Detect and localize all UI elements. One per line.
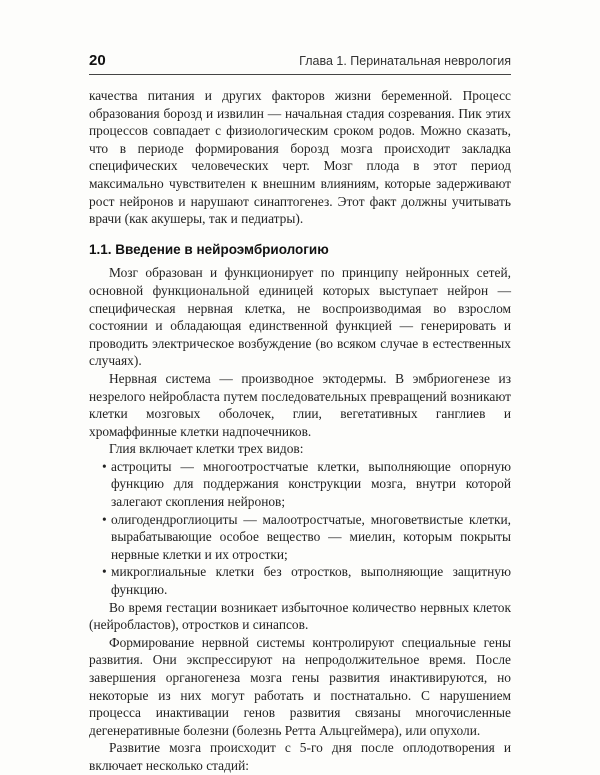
bullet-icon: • [102, 511, 107, 527]
paragraph-continued: качества питания и других факторов жизни беременной. Процесс образования борозд и извилин — начальная стадия созревания. Пик этих процессов совпадает с физиологическим сроком родов. Можно сказать, что в периоде формирования борозд мозга происходит закладка специфических человеческих черт. Мозг плода в этот период максимально чувствителен к внешним влияниям, которые задерживают рост нейронов и нарушают синаптогенез. Этот факт должны учитывать врачи (как акушеры, так и педиатры). [89, 88, 511, 227]
paragraph-ectoderm: Нервная система — производное эктодермы. В эмбриогенезе из незрелого нейробласта путем последовательных превращений возникают клетки мозговых оболочек, глии, вегетативных ганглиев и хромаффинные клетки надпочечников. [89, 370, 511, 439]
running-header [89, 52, 511, 69]
chapter-title: Глава 1. Перинатальная неврология [299, 54, 511, 68]
header-rule [89, 74, 511, 75]
list-item-text: олигодендроглиоциты — малоотростчатые, многоветвистые клетки, вырабатывающие особое вещество — миелин, которым покрыты нервные клетки и их отростки; [111, 511, 511, 562]
bullet-icon: • [102, 458, 107, 474]
paragraph-neuron: Мозг образован и функционирует по принципу нейронных сетей, основной функциональной единицей которых выступает нейрон — специфическая нервная клетка, не воспроизводимая во взрослом состоянии и обладающая единственной функцией — генерировать и проводить электрическое возбуждение (во всяком случае в естественных случаях). [89, 265, 511, 369]
bullet-icon: • [102, 564, 107, 580]
paragraph-glia-intro: Глия включает клетки трех видов: [109, 441, 304, 457]
paragraph-genes: Формирование нервной системы контролируют специальные гены развития. Они экспрессируют на непродолжительное время. После завершения органогенеза мозга гены развития инактивируются, но некоторые из них могут работать и постнатально. С нарушением процесса инактивации генов развития связаны многочисленные дегенеративные болезни (болезнь Ретта Альцгеймера), или опухоли. [89, 634, 511, 738]
glia-types-list [89, 458, 511, 599]
list-item [102, 458, 511, 511]
section-heading: 1.1. Введение в нейроэмбриологию [89, 241, 329, 257]
page-number: 20 [89, 52, 106, 69]
list-item-text: астроциты — многоотростчатые клетки, выполняющие опорную функцию для поддержания конструкции мозга, внутри которой залегают скопления нейронов; [111, 458, 511, 510]
paragraph-stages: Развитие мозга происходит с 5-го дня после оплодотворения и включает несколько стадий: [89, 740, 511, 773]
list-item-text: микроглиальные клетки без отростков, выполняющие защитную функцию. [111, 564, 511, 598]
page-body [89, 87, 511, 775]
list-item [102, 511, 511, 564]
list-item [102, 563, 511, 598]
paragraph-gestation: Во время гестации возникает избыточное количество нервных клеток (нейробластов), отростков и синапсов. [89, 599, 511, 633]
